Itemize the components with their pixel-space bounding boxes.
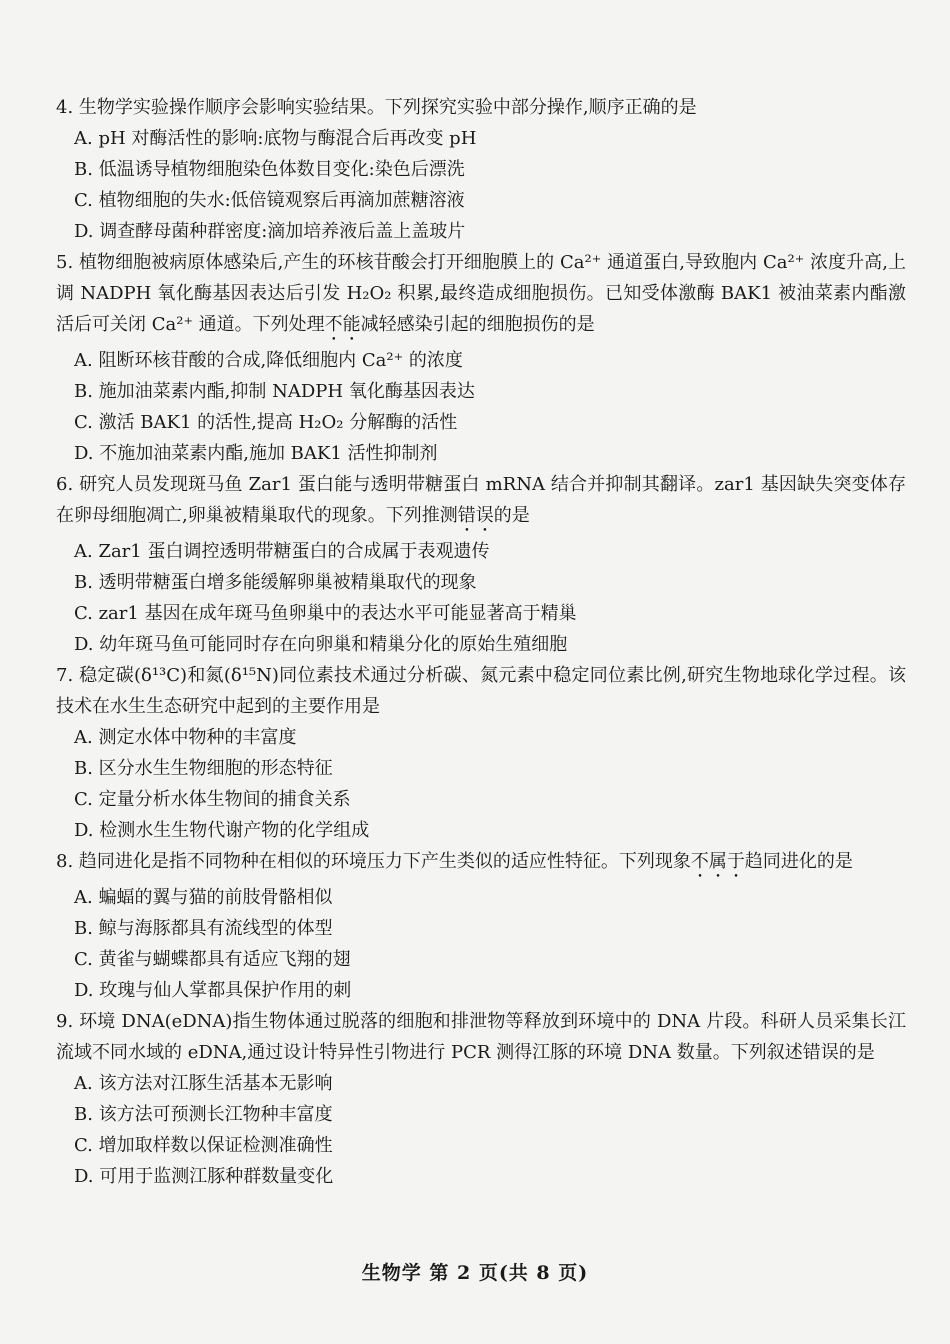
options-list <box>56 1068 906 1192</box>
options-list <box>56 882 906 1006</box>
emphasis-text: 错误 <box>457 505 494 526</box>
option-b: B. 鲸与海豚都具有流线型的体型 <box>74 918 333 939</box>
options-list <box>56 722 906 846</box>
option-b: B. 区分水生生物细胞的形态特征 <box>74 758 333 779</box>
question-9 <box>56 1006 906 1192</box>
emphasis-text: 不属于 <box>690 851 745 872</box>
option-b: B. 施加油菜素内酯,抑制 NADPH 氧化酶基因表达 <box>74 381 475 402</box>
question-8 <box>56 846 906 1006</box>
question-4 <box>56 92 906 247</box>
emphasis-text: 不能 <box>324 314 361 335</box>
question-stem: 7. 稳定碳(δ¹³C)和氮(δ¹⁵N)同位素技术通过分析碳、氮元素中稳定同位素比例,研究生物地球化学过程。该技术在水生生态研究中起到的主要作用是 <box>56 665 906 717</box>
question-stem <box>56 846 906 882</box>
option-a: A. 蝙蝠的翼与猫的前肢骨骼相似 <box>74 887 333 908</box>
option-a: A. 该方法对江豚生活基本无影响 <box>74 1073 333 1094</box>
option-c: C. 激活 BAK1 的活性,提高 H₂O₂ 分解酶的活性 <box>74 412 458 433</box>
option-a: A. 测定水体中物种的丰富度 <box>74 727 297 748</box>
question-stem: 4. 生物学实验操作顺序会影响实验结果。下列探究实验中部分操作,顺序正确的是 <box>56 97 697 118</box>
options-list <box>56 123 906 247</box>
option-b: B. 透明带糖蛋白增多能缓解卵巢被精巢取代的现象 <box>74 572 477 593</box>
option-a: A. Zar1 蛋白调控透明带糖蛋白的合成属于表观遗传 <box>74 541 490 562</box>
question-7 <box>56 660 906 846</box>
option-d: D. 不施加油菜素内酯,施加 BAK1 活性抑制剂 <box>74 443 438 464</box>
option-c: C. zar1 基因在成年斑马鱼卵巢中的表达水平可能显著高于精巢 <box>74 603 577 624</box>
stem-text: 8. 趋同进化是指不同物种在相似的环境压力下产生类似的适应性特征。下列现象 <box>56 851 691 872</box>
option-d: D. 检测水生生物代谢产物的化学组成 <box>74 820 370 841</box>
question-6 <box>56 469 906 660</box>
option-b: B. 该方法可预测长江物种丰富度 <box>74 1104 333 1125</box>
option-b: B. 低温诱导植物细胞染色体数目变化:染色后漂洗 <box>74 159 465 180</box>
question-5 <box>56 247 906 469</box>
stem-text: 6. 研究人员发现斑马鱼 Zar1 蛋白能与透明带糖蛋白 mRNA 结合并抑制其翻译。zar1 基因缺失突变体存在卵母细胞凋亡,卵巢被精巢取代的现象。下列推测 <box>56 474 906 526</box>
option-a: A. pH 对酶活性的影响:底物与酶混合后再改变 pH <box>74 128 477 149</box>
options-list <box>56 345 906 469</box>
stem-text: 减轻感染引起的细胞损伤的是 <box>360 314 595 335</box>
question-stem <box>56 469 906 536</box>
option-c: C. 黄雀与蝴蝶都具有适应飞翔的翅 <box>74 949 351 970</box>
option-c: C. 定量分析水体生物间的捕食关系 <box>74 789 351 810</box>
questions-container <box>56 92 906 1192</box>
question-stem <box>56 247 906 345</box>
options-list <box>56 536 906 660</box>
option-d: D. 调查酵母菌种群密度:滴加培养液后盖上盖玻片 <box>74 221 466 242</box>
option-d: D. 可用于监测江豚种群数量变化 <box>74 1166 334 1187</box>
question-stem: 9. 环境 DNA(eDNA)指生物体通过脱落的细胞和排泄物等释放到环境中的 DNA 片段。科研人员采集长江流域不同水域的 eDNA,通过设计特异性引物进行 PCR 测得江豚的环境 DNA 数量。下列叙述错误的是 <box>56 1011 906 1063</box>
page-footer: 生物学 第 2 页(共 8 页) <box>361 1262 589 1284</box>
stem-text: 5. 植物细胞被病原体感染后,产生的环核苷酸会打开细胞膜上的 Ca²⁺ 通道蛋白,导致胞内 Ca²⁺ 浓度升高,上调 NADPH 氧化酶基因表达后引发 H₂O₂ 积累,最终造成细胞损伤。已知受体激酶 BAK1 被油菜素内酯激活后可关闭 Ca²⁺ 通道。下列处理 <box>56 252 906 335</box>
option-c: C. 增加取样数以保证检测准确性 <box>74 1135 333 1156</box>
stem-text: 的是 <box>493 505 530 526</box>
option-d: D. 玫瑰与仙人掌都具保护作用的刺 <box>74 980 352 1001</box>
option-a: A. 阻断环核苷酸的合成,降低细胞内 Ca²⁺ 的浓度 <box>74 350 463 371</box>
option-c: C. 植物细胞的失水:低倍镜观察后再滴加蔗糖溶液 <box>74 190 465 211</box>
stem-text: 趋同进化的是 <box>744 851 853 872</box>
option-d: D. 幼年斑马鱼可能同时存在向卵巢和精巢分化的原始生殖细胞 <box>74 634 568 655</box>
